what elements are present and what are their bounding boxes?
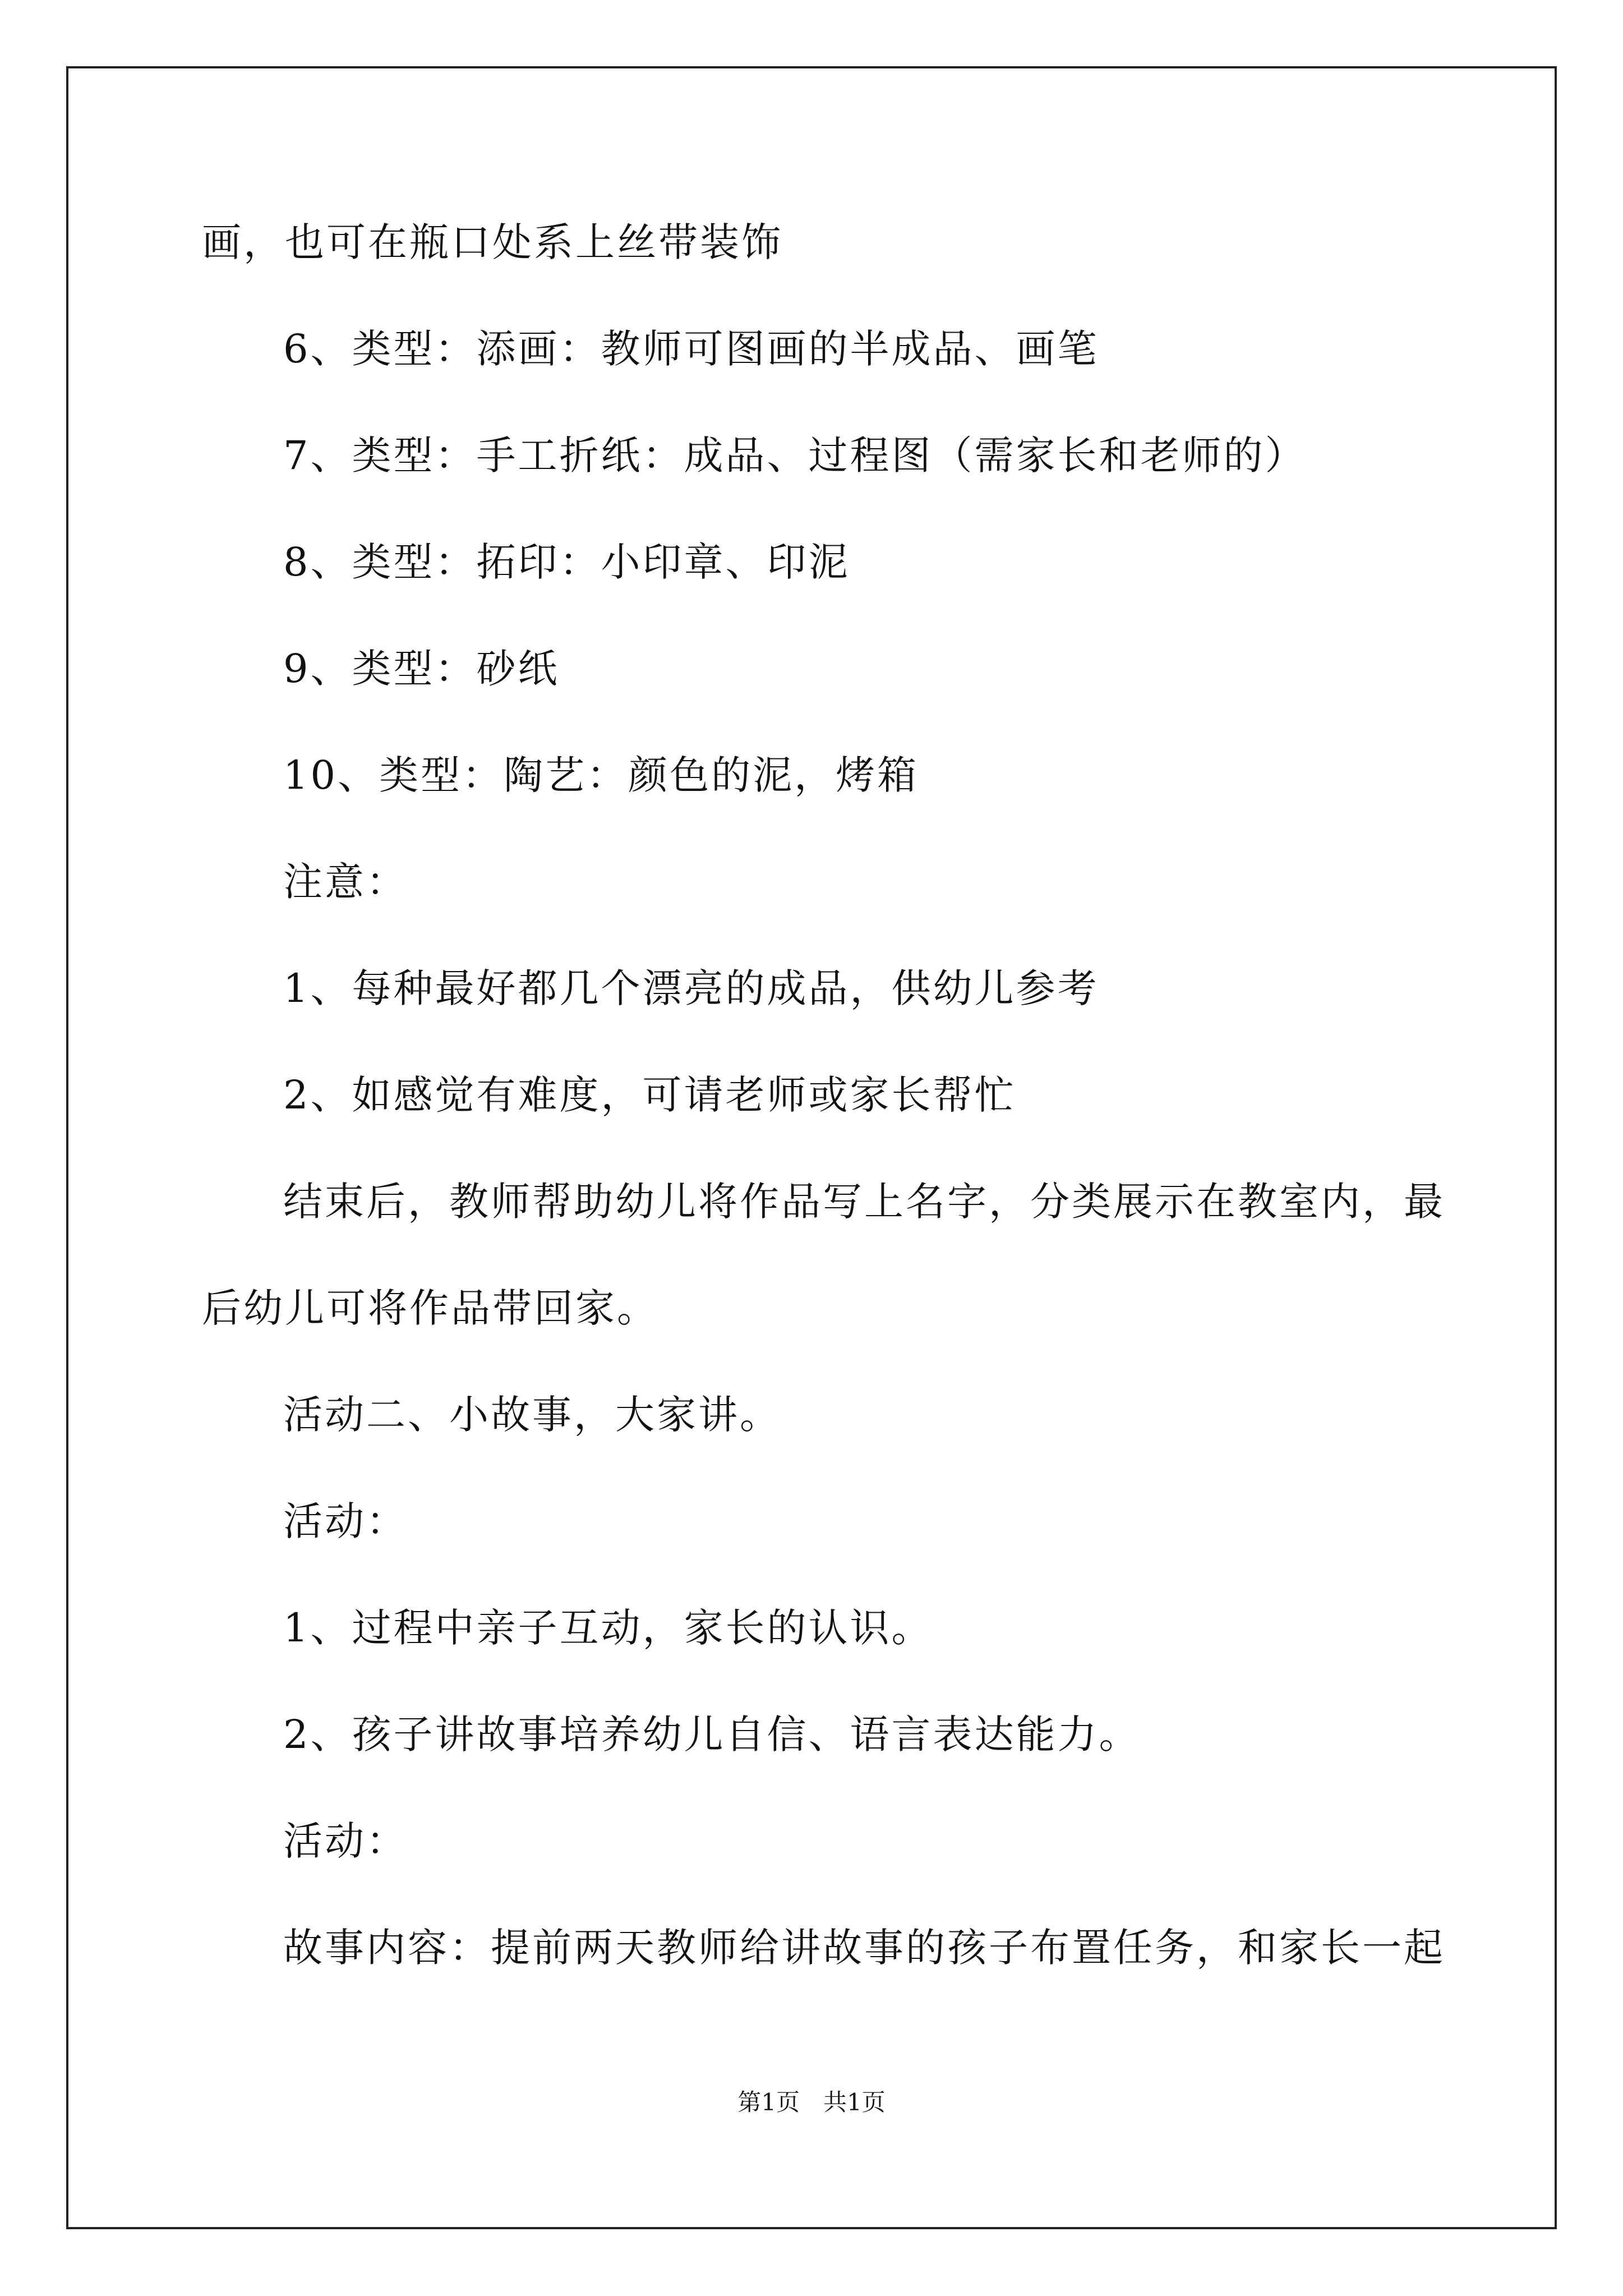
text-line: 7、类型：手工折纸：成品、过程图（需家长和老师的）	[283, 432, 1307, 478]
text-line: 1、每种最好都几个漂亮的成品，供幼儿参考	[283, 965, 1099, 1011]
text-line: 结束后，教师帮助幼儿将作品写上名字，分类展示在教室内，最	[283, 1179, 1445, 1225]
text-line: 活动二、小故事，大家讲。	[283, 1392, 781, 1438]
text-line: 故事内容：提前两天教师给讲故事的孩子布置任务，和家长一起	[283, 1925, 1445, 1971]
text-line: 后幼儿可将作品带回家。	[202, 1285, 658, 1331]
text-line: 9、类型：砂纸	[283, 646, 560, 692]
text-line: 8、类型：拓印：小印章、印泥	[283, 539, 850, 585]
text-line: 6、类型：添画：教师可图画的半成品、画笔	[283, 326, 1099, 372]
text-line: 活动：	[283, 1818, 408, 1864]
text-line: 10、类型：陶艺：颜色的泥，烤箱	[283, 752, 919, 798]
text-line: 活动：	[283, 1498, 408, 1544]
text-line: 2、如感觉有难度，可请老师或家长帮忙	[283, 1072, 1016, 1118]
text-line: 2、孩子讲故事培养幼儿自信、语言表达能力。	[283, 1711, 1141, 1757]
text-line: 注意：	[283, 859, 408, 905]
page-footer: 第1页 共1页	[737, 2088, 886, 2116]
text-line: 1、过程中亲子互动，家长的认识。	[283, 1605, 933, 1651]
text-line: 画，也可在瓶口处系上丝带装饰	[202, 219, 783, 265]
page-frame	[66, 66, 1557, 2229]
